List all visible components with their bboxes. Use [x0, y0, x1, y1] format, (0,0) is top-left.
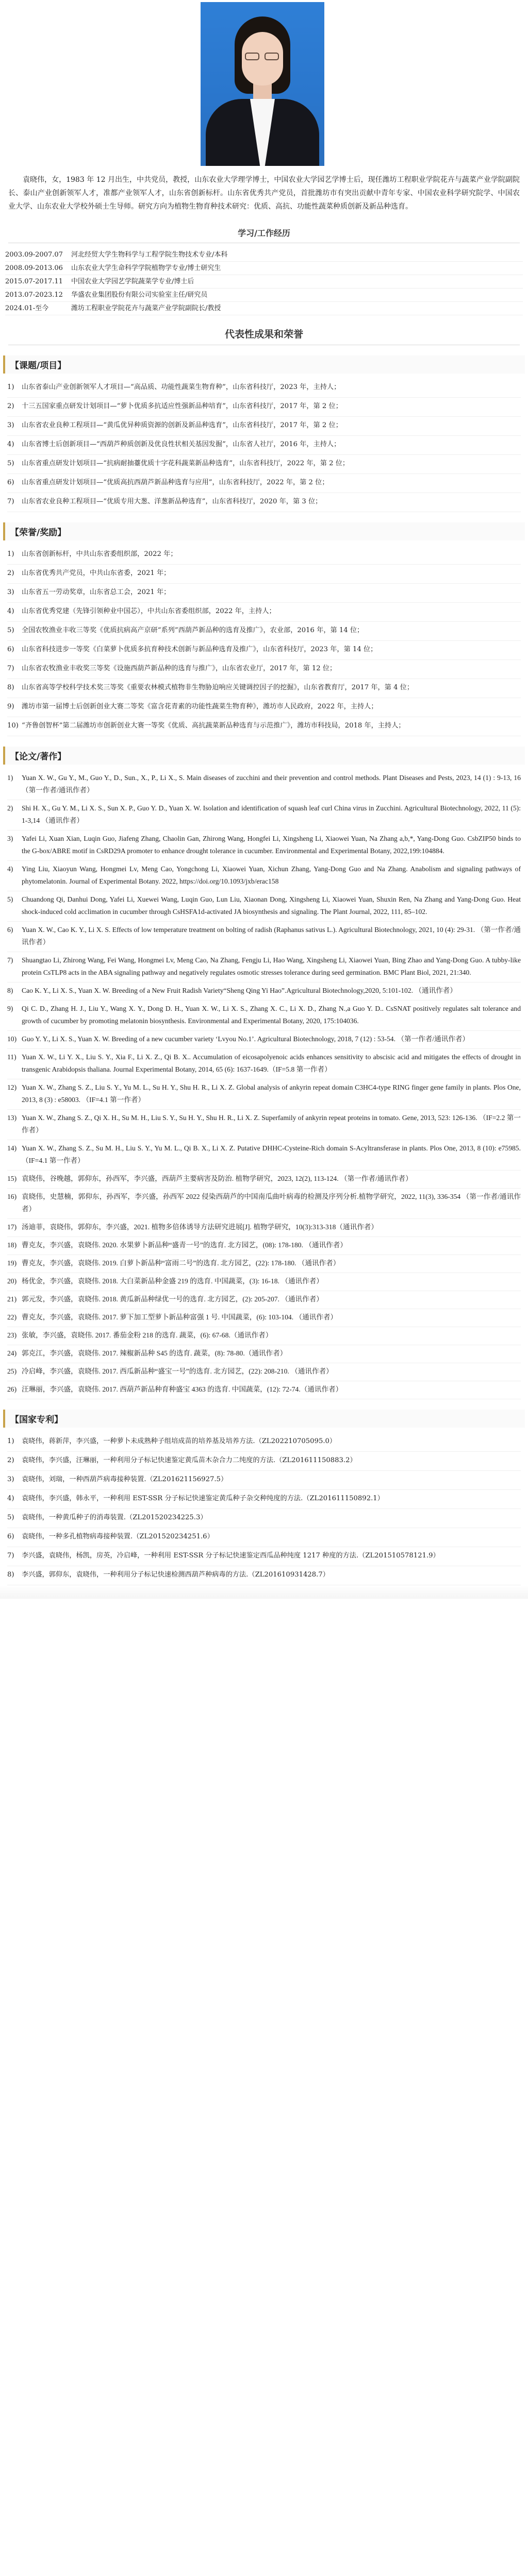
paper-item-text: Yuan X. W., Cao K. Y., Li X. S. Effects of low temperature treatment on bolting of radish (Raphanus sativus L.). Agricultural Biotechnology, 2021, 10 (4): 29-31. （第一作者/通讯作者）: [22, 926, 521, 946]
honor-item-text: 山东省优秀党建（先锋引领种业中国芯），中共山东省委组织部，2022 年，主持人；: [22, 607, 276, 615]
paper-item-text: 冷启峰，李兴盛，袁晓伟. 2017. 西瓜新品种“盛宝一号”的选育. 北方园艺，(22): 208-210. （通讯作者）: [22, 1367, 333, 1375]
honor-item: [7, 641, 521, 660]
patent-item-text: 袁晓伟，一种黄瓜种子的消毒装置.（ZL201520234225.3）: [22, 1514, 207, 1521]
patents-list: [7, 1433, 521, 1585]
paper-item: [7, 982, 521, 1001]
paper-item-text: 袁晓伟，史慧楠，郭仰东，孙西军，李兴盛，孙西军 2022 侵染西葫芦的中国南瓜曲叶病毒的检测及序列分析.植物学研究，2022, 11(3), 336-354 （第一作者/通讯作者）: [22, 1193, 521, 1213]
experience-list: [5, 248, 523, 315]
experience-description: 山东农业大学生命科学学院植物学专业/博士研究生: [71, 264, 221, 272]
paper-item-number: 2): [7, 804, 13, 812]
project-item: [7, 474, 521, 493]
project-item-number: 7): [7, 498, 14, 505]
intro-paragraph: 袁晓伟，女，1983 年 12 月出生，中共党员，教授，山东农业大学理学博士，中国农业大学园艺学博士后，现任潍坊工程职业学院花卉与蔬菜产业学院副院长、泰山产业创新领军人才，准都产业领军人才，山东省创新标杆。山东省优秀共产党员，首批潍坊市有突出贡献中青年专家、中国农业科学研究院学、中国农业大学、山东农业大学校外硕士生导师。研究方向为植物生物育种技术研究：优质、高抗、功能性蔬菜种质创新及新品种选育。: [8, 176, 520, 211]
paper-item: [7, 1031, 521, 1049]
honor-item: [7, 679, 521, 698]
paper-item-number: 18): [7, 1241, 17, 1249]
paper-item-number: 15): [7, 1175, 17, 1182]
patent-item: [7, 1566, 521, 1585]
honor-item-number: 4): [7, 607, 14, 615]
patents-heading: 【国家专利】: [3, 1410, 525, 1428]
patent-item-text: 李兴盛，郭仰东，袁晓伟，一种利用分子标记快速检测西葫芦种病毒的方法.（ZL201610931428.7）: [22, 1571, 329, 1579]
experience-description: 潍坊工程职业学院花卉与蔬菜产业学院副院长/教授: [71, 304, 221, 312]
experience-description: 华盛农业集团股份有限公司实验室主任/研究员: [71, 291, 208, 299]
patent-item-text: 袁晓伟，蒋新萍，李兴盛，一种萝卜未成熟种子组培成苗的培养基及培养方法.（ZL202210705095.0）: [22, 1437, 337, 1445]
project-item: [7, 493, 521, 512]
project-item: [7, 455, 521, 474]
honor-item-number: 6): [7, 646, 14, 653]
honor-item-text: “齐鲁创智杯”第二届潍坊市创新创业大赛一等奖《优质、高抗蔬菜新品种选育与示范推广》，潍坊市科技局，2018 年，主持人；: [22, 722, 405, 730]
paper-item-number: 1): [7, 774, 13, 782]
paper-item-number: 12): [7, 1083, 17, 1091]
paper-item-number: 20): [7, 1277, 17, 1285]
project-item-number: 5): [7, 460, 14, 467]
paper-item-number: 14): [7, 1144, 17, 1152]
project-item-text: 山东省农业良种工程项目—“优质专用大葱、洋葱新品种选育”，山东省科技厅，2020 年，第 3 位；: [22, 498, 322, 505]
paper-item-number: 10): [7, 1035, 17, 1043]
paper-item: [7, 1189, 521, 1219]
achievements-heading: 代表性成果和荣誉: [8, 327, 520, 345]
projects-heading: 【课题/项目】: [3, 355, 525, 374]
project-item-text: 山东省泰山产业创新领军人才项目—“高品质、功能性蔬菜生物育种”，山东省科技厅，2023 年，主持人；: [22, 383, 341, 391]
paper-item-number: 8): [7, 987, 13, 994]
experience-row: [5, 289, 523, 302]
honor-item-number: 10): [7, 722, 19, 730]
paper-item: [7, 831, 521, 861]
patent-item-text: 李兴盛，袁晓伟，杨凯，房英，冷启峰，一种利用 EST-SSR 分子标记快速鉴定西瓜品种纯度 1217 种度的方法.（ZL201510578121.9）: [22, 1552, 440, 1560]
paper-item-number: 11): [7, 1053, 16, 1061]
paper-item: [7, 1140, 521, 1171]
experience-period: 2015.07-2017.11: [5, 278, 63, 285]
patent-item-text: 袁晓伟，李兴盛，韩永平，一种利用 EST-SSR 分子标记快速鉴定黄瓜种子杂交种纯度的方法.（ZL201611150892.1）: [22, 1495, 384, 1502]
paper-item-text: 郭元发，李兴盛，袁晓伟. 2018. 黄瓜新品种绿优一号的选育. 北方园艺，(2): 205-207. （通讯作者）: [22, 1295, 323, 1303]
honor-item-number: 1): [7, 550, 14, 558]
honor-item: [7, 584, 521, 603]
paper-item-text: 汤迪菲，袁晓伟，郭仰东，李兴盛，2021. 植物多倍体诱导方法研究进展[J]. 植物学研究，10(3):313-318（通讯作者）: [22, 1223, 378, 1231]
paper-item-text: Yuan X. W., Li Y. X., Liu S. Y., Xia F., Li X. Z., Qi B. X.. Accumulation of eicosapolyenoic acids enhances sensitivity to abscisic acid and mitigates the effects of drought in transgenic Arabidopsis thaliana. Journal Experimental Botany, 2014, 65 (6): 1637-1649.（IF=5.8 第一作者）: [22, 1053, 521, 1073]
paper-item-text: Cao K. Y., Li X. S., Yuan X. W. Breeding of a New Fruit Radish Variety“Sheng Qing Yi Hao”.Agricultural Biotechnology,2020, 5:101-102. （通讯作者）: [22, 987, 457, 994]
paper-item: [7, 1309, 521, 1327]
paper-item-number: 26): [7, 1385, 17, 1393]
patent-item: [7, 1452, 521, 1471]
project-item: [7, 436, 521, 455]
project-item-number: 2): [7, 402, 14, 410]
paper-item-number: 17): [7, 1223, 17, 1231]
paper-item-number: 16): [7, 1193, 17, 1200]
patent-item-number: 6): [7, 1533, 14, 1540]
paper-item: [7, 1327, 521, 1345]
experience-period: 2024.01-至今: [5, 304, 49, 312]
paper-item-number: 9): [7, 1005, 13, 1012]
patent-item-number: 7): [7, 1552, 14, 1560]
paper-item: [7, 1255, 521, 1273]
patent-item-number: 8): [7, 1571, 14, 1579]
paper-item: [7, 1381, 521, 1399]
honor-item: [7, 698, 521, 717]
project-item: [7, 398, 521, 417]
paper-item-text: Yafei Li, Xuan Xian, Luqin Guo, Jiafeng Zhang, Chaolin Gan, Zhirong Wang, Hongfei Li, Xingsheng Li, Xiaowei Yuan, Na Zhang a,b,*, Yang-Dong Guo. CsbZIP50 binds to the G-box/ABRE motif in CsRD29A promoter to enhance drought tolerance in cucumber. Environmental and Experimental Botany, 2022,199:104884.: [22, 835, 521, 855]
patent-item-text: 袁晓伟，一种多孔植物病毒接种装置.（ZL201520234251.6）: [22, 1533, 214, 1540]
patent-item: [7, 1509, 521, 1528]
paper-item: [7, 800, 521, 831]
patent-item-text: 袁晓伟，李兴盛，汪琳丽，一种利用分子标记快速鉴定黄瓜苗木杂合力二纯度的方法.（ZL201611150883.2）: [22, 1456, 357, 1464]
paper-item-text: Yuan X. W., Zhang S. Z., Su M. H., Liu S. Y., Yu M. L., Qi B. X., Li X. Z. Putative DHHC-Cysteine-Rich domain S-Acyltransferase in plants. Plos One, 2013, 8 (10): e75985. （IF=4.1 第一作者）: [22, 1144, 521, 1164]
honor-item-text: 山东省农牧渔业丰收奖三等奖《设施西葫芦新品种的选育与推广》，山东省农业厅，2017 年，第 12 位；: [22, 665, 337, 672]
portrait-photo: [201, 2, 324, 166]
paper-item-number: 24): [7, 1349, 17, 1357]
project-item-text: 山东省重点研发计划项目—“优质高抗西葫芦新品种选育与应用”，山东省科技厅，2022 年，第 2 位；: [22, 479, 329, 486]
portrait-glasses: [245, 53, 280, 61]
paper-item: [7, 891, 521, 922]
paper-item-text: 曹克友，李兴盛，袁晓伟. 2017. 萝下加工型萝卜新品种富强 1 号. 中国蔬菜，(6): 103-104. （通讯作者）: [22, 1313, 338, 1321]
paper-item-text: 曹克友，李兴盛，袁晓伟. 2019. 白萝卜新品种“富雨二号”的选育. 北方园艺，(22): 178-180. （通讯作者）: [22, 1259, 340, 1267]
experience-description: 河北经贸大学生物科学与工程学院生物技术专业/本科: [71, 251, 228, 259]
experience-period: 2003.09-2007.07: [5, 251, 63, 259]
honor-item-text: 山东省创新标杆，中共山东省委组织部，2022 年；: [22, 550, 177, 558]
paper-item: [7, 861, 521, 891]
honor-item-text: 山东省五一劳动奖章，山东省总工会，2021 年；: [22, 588, 171, 596]
honor-item: [7, 660, 521, 679]
paper-item-text: 张敏，李兴盛，袁晓伟. 2017. 番茄金粉 218 的选育. 蔬菜，(6): 67-68.（通讯作者）: [22, 1331, 273, 1339]
patent-item: [7, 1471, 521, 1490]
paper-item-text: 郭克江，李兴盛，袁晓伟. 2017. 辣椒新品种 S45 的选育. 蔬菜，(8): 78-80.（通讯作者）: [22, 1349, 287, 1357]
experience-heading: 学习/工作经历: [8, 227, 520, 243]
paper-item: [7, 1237, 521, 1255]
experience-period: 2013.07-2023.12: [5, 291, 63, 299]
honor-item-number: 2): [7, 569, 14, 577]
honors-list: [7, 546, 521, 736]
paper-item-text: Ying Liu, Xiaoyun Wang, Hongmei Lv, Meng Cao, Yongchong Li, Xiaowei Yuan, Xichun Zhang, Yang-Dong Guo and Na Zhang. Anabolism and signaling pathways of phytomelatonin. Journal of Experimental Botany. 2022, https://doi.org/10.1093/jxb/erac158: [22, 865, 521, 885]
experience-description: 中国农业大学园艺学院蔬菜学专业/博士后: [71, 278, 194, 285]
project-item-text: 山东省重点研发计划项目—“抗病耐抽薹优质十字花科蔬菜新品种选育”，山东省科技厅，2022 年，第 2 位；: [22, 460, 350, 467]
patent-item-text: 袁晓伟，刘瑞，一种西葫芦病毒接种装置.（ZL201621156927.5）: [22, 1476, 228, 1483]
experience-row: [5, 248, 523, 262]
patent-item-number: 5): [7, 1514, 14, 1521]
paper-item-number: 23): [7, 1331, 17, 1339]
honor-item-number: 7): [7, 665, 14, 672]
honor-item-text: 山东省优秀共产党员，中共山东省委，2021 年；: [22, 569, 171, 577]
project-item-number: 1): [7, 383, 14, 391]
paper-item-text: Guo Y. Y., Li X. S., Yuan X. W. Breeding of a new cucumber variety ‘Lvyou No.1’. Agricultural Biotechnology, 2018, 7 (12) : 53-54. （第一作者/通讯作者）: [22, 1035, 470, 1043]
paper-item-text: Qi C. D., Zhang H. J., Liu Y., Wang X. Y., Dong D. H., Yuan X. W., Li X. S., Zhang X. C., Li X. D., Zhang N.,a Guo Y. D.. CsSNAT positively regulates salt tolerance and growth of cucumber by promoting melatonin biosynthesis. Environmental and Experimental Botany, 2020, 175:104036.: [22, 1005, 521, 1025]
patent-item: [7, 1433, 521, 1452]
honor-item-text: 山东省科技进步一等奖《白菜萝卜优质多抗育种技术创新与新品种选育及推广》，山东省科技厅，2023 年，第 14 位；: [22, 646, 377, 653]
paper-item-text: 袁晓伟，谷晚越，郭仰东，孙西军，李兴盛，西葫芦主要病害及防治. 植物学研究，2023, 12(2), 113-124. （第一作者/通讯作者）: [22, 1175, 412, 1182]
paper-item: [7, 1049, 521, 1079]
paper-item: [7, 1171, 521, 1189]
paper-item: [7, 1219, 521, 1237]
patent-item: [7, 1528, 521, 1547]
paper-item: [7, 770, 521, 800]
honor-item: [7, 603, 521, 622]
honor-item-text: 潍坊市第一届博士后创新创业大赛二等奖《富含花青素的功能性蔬菜生物育种》，潍坊市人民政府，2022 年，主持人；: [22, 703, 378, 710]
paper-item: [7, 1345, 521, 1363]
page-end: [0, 1585, 528, 1599]
paper-item: [7, 1273, 521, 1291]
paper-item-number: 21): [7, 1295, 17, 1303]
experience-row: [5, 275, 523, 289]
honor-item-text: 全国农牧渔业丰收三等奖《优质抗病高产京研“系列”西葫芦新品种的选育及推广》，农业部，2016 年，第 14 位；: [22, 626, 364, 634]
photo-area: [0, 0, 528, 170]
projects-list: [7, 379, 521, 512]
paper-item-text: Shuangtao Li, Zhirong Wang, Fei Wang, Hongmei Lv, Meng Cao, Na Zhang, Fengju Li, Hao Wang, Xingsheng Li, Xiaowei Yuan, Bing Zhao and Yang-Dong Guo. A tubby-like protein CsTLP8 acts in the ABA signaling pathway and negatively regulates osmotic stresses tolerance during seed germination. BMC Plant Biol, 2021, 21:340.: [22, 956, 521, 976]
paper-item-text: Yuan X. W., Zhang S. Z., Liu S. Y., Yu M. L., Su H. Y., Shu H. R., Li X. Z. Global analysis of ankyrin repeat domain C3HC4-type RING finger gene family in plants. Plos One, 2013, 8 (3) : e58003. （IF=4.1 第一作者）: [22, 1083, 521, 1104]
patent-item-number: 4): [7, 1495, 14, 1502]
project-item-text: 山东省博士后创新项目—“西葫芦种质创新及优良性状相关基因发掘”，山东省人社厅，2016 年，主持人；: [22, 440, 341, 448]
patent-item: [7, 1547, 521, 1566]
project-item-number: 6): [7, 479, 14, 486]
paper-item: [7, 922, 521, 952]
paper-item-text: Shi H. X., Gu Y. M., Li X. S., Sun X. P., Guo Y. D., Yuan X. W. Isolation and identification of squash leaf curl China virus in Zucchini. Agricultural Biotechnology, 2022, 11 (5): 1-3,14 （通讯作者）: [22, 804, 521, 824]
paper-item: [7, 952, 521, 982]
paper-item-text: Yuan X. W., Gu Y., M., Guo Y., D., Sun., X., P., Li X., S. Main diseases of zucchini and their prevention and control methods. Plant Diseases and Pests, 2023, 14 (1) : 9-13, 16 （第一作者/通讯作者）: [22, 774, 521, 794]
honor-item-number: 9): [7, 703, 14, 710]
honor-item: [7, 717, 521, 736]
paper-item: [7, 1110, 521, 1140]
paper-item-text: Yuan X. W., Zhang S. Z., Qi X. H., Su M. H., Liu S. Y., Su H. Y., Shu H. R., Li X. Z. Superfamily of ankyrin repeat proteins in tomato. Gene, 2013, 523: 126-136. （IF=2.2 第一作者）: [22, 1114, 521, 1134]
paper-item-text: 曹克友，李兴盛，袁晓伟. 2020. 水果萝卜新品种“盛青一号”的选育. 北方园艺，(08): 178-180. （通讯作者）: [22, 1241, 347, 1249]
patent-item-number: 3): [7, 1476, 14, 1483]
honor-item: [7, 546, 521, 565]
paper-item-text: 杨优金，李兴盛，袁晓伟. 2018. 大白菜新品种金盛 219 的选育. 中国蔬菜，(3): 16-18. （通讯作者）: [22, 1277, 323, 1285]
project-item-text: 山东省农业良种工程项目—“黄瓜优异种质资源的创新及新品种选育”，山东省科技厅，2017 年，第 2 位；: [22, 421, 342, 429]
paper-item-number: 19): [7, 1259, 17, 1267]
honor-item-number: 3): [7, 588, 14, 596]
paper-item: [7, 1291, 521, 1309]
paper-item: [7, 1079, 521, 1110]
paper-item: [7, 1363, 521, 1381]
paper-item-number: 5): [7, 895, 13, 903]
paper-item: [7, 1001, 521, 1031]
paper-item-number: 13): [7, 1114, 17, 1122]
project-item-number: 4): [7, 440, 14, 448]
paper-item-number: 22): [7, 1313, 17, 1321]
paper-item-text: 汪琳丽，李兴盛，袁晓伟. 2017. 西葫芦新品种育种盛宝 4363 的选育. 中国蔬菜，(12): 72-74.（通讯作者）: [22, 1385, 343, 1393]
paper-item-number: 6): [7, 926, 13, 934]
experience-row: [5, 262, 523, 275]
experience-row: [5, 302, 523, 315]
paper-item-number: 25): [7, 1367, 17, 1375]
papers-heading: 【论文/著作】: [3, 747, 525, 765]
honor-item-number: 5): [7, 626, 14, 634]
patent-item-number: 2): [7, 1456, 14, 1464]
honor-item-text: 山东省高等学校科学技术奖三等奖《重要农林模式植物非生物胁迫响应关键调控因子的挖掘》，山东省教育厅，2017 年，第 4 位；: [22, 684, 414, 691]
honor-item-number: 8): [7, 684, 14, 691]
paper-item-number: 3): [7, 835, 13, 842]
patent-item-number: 1): [7, 1437, 14, 1445]
paper-item-number: 4): [7, 865, 13, 873]
patent-item: [7, 1490, 521, 1509]
experience-period: 2008.09-2013.06: [5, 264, 63, 272]
honors-heading: 【荣誉/奖励】: [3, 522, 525, 540]
project-item-number: 3): [7, 421, 14, 429]
paper-item-number: 7): [7, 956, 13, 964]
paper-item-text: Chuandong Qi, Danhui Dong, Yafei Li, Xuewei Wang, Luqin Guo, Lun Liu, Xiaonan Dong, Xingsheng Li, Xiaowei Yuan, Shuxin Ren, Na Zhang and Yang-Dong Guo. Heat shock-induced cold acclimation in cucumber through CsHSFA1d-activated JA biosynthesis and signaling. The Plant Journal, 2022, 111, 85–102.: [22, 895, 521, 916]
papers-list: [7, 770, 521, 1399]
project-item: [7, 379, 521, 398]
project-item-text: 十三五国家重点研发计划项目—“萝卜优质多抗适应性强新品种培育”，山东省科技厅，2017 年，第 2 位；: [22, 402, 342, 410]
honor-item: [7, 565, 521, 584]
honor-item: [7, 622, 521, 641]
project-item: [7, 417, 521, 436]
